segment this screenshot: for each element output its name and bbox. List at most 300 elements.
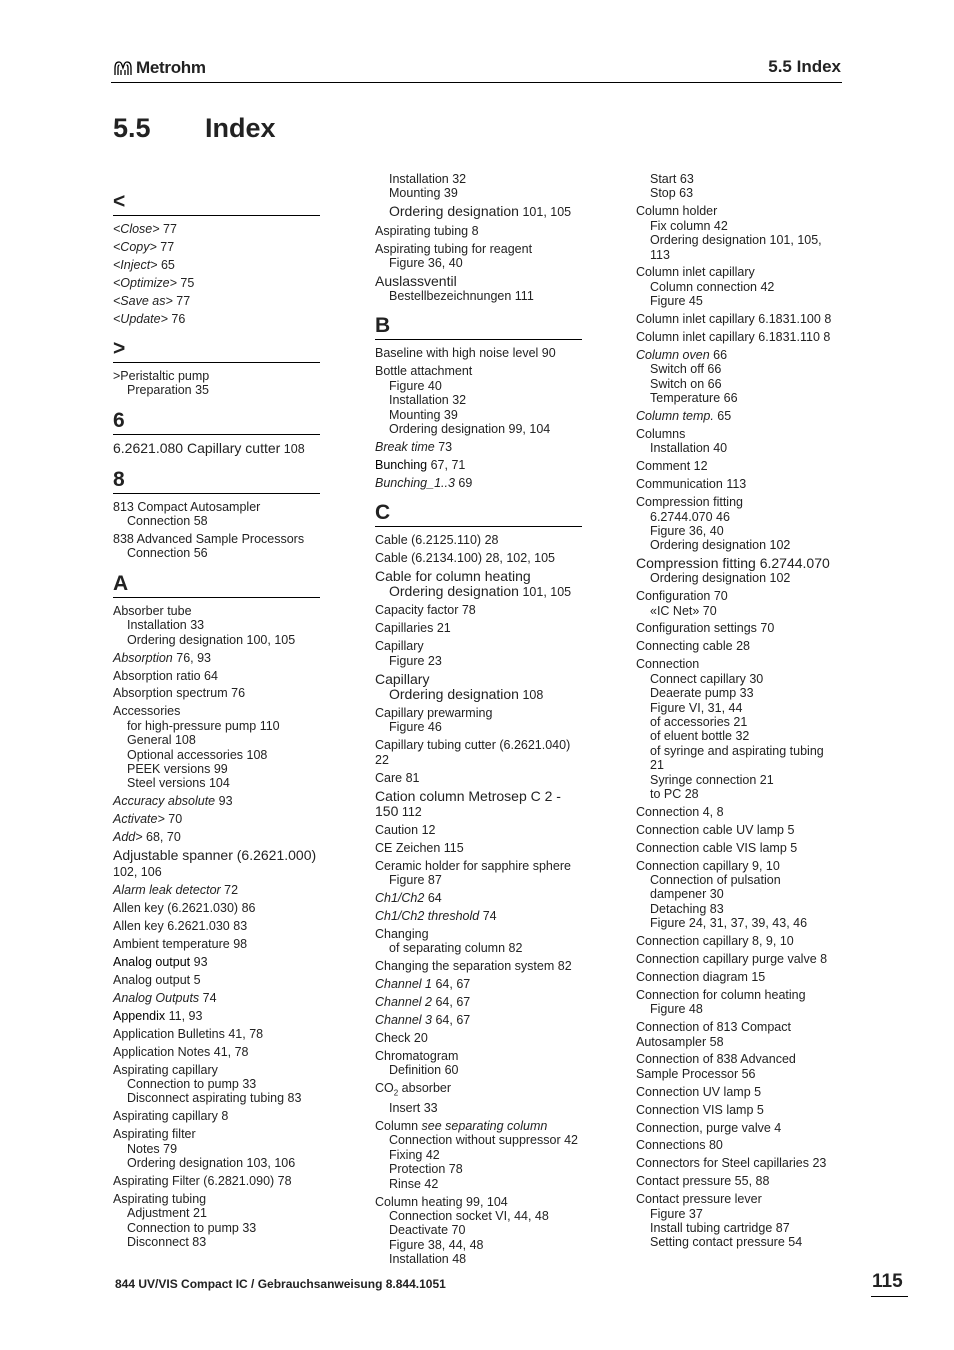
index-term bbox=[636, 1138, 838, 1152]
index-term-text: Contact pressure bbox=[636, 1174, 732, 1189]
index-term bbox=[636, 589, 838, 603]
index-subentry: Disconnect aspirating tubing 83 bbox=[127, 1091, 302, 1106]
index-term-text: Connection UV lamp bbox=[636, 1084, 751, 1099]
index-pages: 23 bbox=[809, 1156, 827, 1171]
index-pages: 4, 8 bbox=[699, 804, 724, 819]
index-entry bbox=[375, 621, 582, 635]
index-term-text: Column heating bbox=[375, 1194, 463, 1209]
index-subentry: Figure VI, 31, 44 bbox=[650, 700, 743, 715]
index-letter-heading: B bbox=[375, 315, 582, 340]
index-letter-heading: 6 bbox=[113, 410, 320, 435]
index-pages: 80 bbox=[705, 1138, 723, 1153]
section-number: 5.5 bbox=[113, 113, 151, 143]
index-subentry: Connection without suppressor 42 bbox=[389, 1133, 579, 1148]
index-entry bbox=[375, 859, 582, 888]
index-entry bbox=[113, 704, 320, 790]
index-term bbox=[636, 1156, 838, 1170]
index-letter-heading: 8 bbox=[113, 469, 320, 494]
index-term-text: Connections bbox=[636, 1138, 706, 1153]
index-term bbox=[636, 265, 838, 279]
index-subentry: Start 63 bbox=[650, 172, 694, 186]
index-subentry-text: Ordering designation bbox=[389, 582, 519, 599]
index-term-text: Ch1/Ch2 bbox=[375, 891, 425, 906]
index-pages: 8 bbox=[819, 330, 831, 345]
index-pages: 102, 106 bbox=[113, 864, 162, 879]
index-term bbox=[375, 1013, 582, 1027]
index-pages: 9, 10 bbox=[748, 858, 780, 873]
index-entry bbox=[113, 812, 320, 826]
index-pages: 101, 105 bbox=[518, 584, 572, 599]
brand-logo bbox=[113, 58, 206, 78]
index-term-text: Absorption bbox=[113, 650, 173, 665]
index-term-text: >Peristaltic pump bbox=[113, 368, 210, 383]
index-entry bbox=[636, 312, 838, 326]
index-term bbox=[113, 532, 320, 546]
index-term bbox=[636, 495, 838, 509]
index-term-text: Capillaries bbox=[375, 621, 434, 636]
index-term bbox=[375, 440, 582, 454]
index-entry bbox=[375, 738, 582, 767]
index-term bbox=[375, 859, 582, 873]
index-term-text: Cation column Metrosep C 2 - 150 bbox=[375, 787, 561, 819]
index-column-3 bbox=[636, 172, 838, 1253]
index-term-text: Connection cable UV lamp bbox=[636, 822, 784, 837]
index-term-text: Changing bbox=[375, 927, 429, 941]
index-entry bbox=[375, 959, 582, 973]
index-term bbox=[375, 706, 582, 720]
index-entry bbox=[113, 686, 320, 700]
index-pages: 4 bbox=[770, 1120, 782, 1135]
index-entry bbox=[375, 771, 582, 785]
index-entry bbox=[375, 274, 582, 303]
index-entry bbox=[636, 348, 838, 406]
index-term bbox=[375, 738, 582, 767]
index-subentry: Adjustment 21 bbox=[127, 1206, 207, 1221]
index-term bbox=[636, 988, 838, 1002]
index-pages: 64 bbox=[424, 891, 442, 906]
index-term bbox=[636, 1052, 838, 1081]
index-subentry-text: Ordering designation bbox=[389, 685, 519, 702]
index-subentry: Stop 63 bbox=[650, 186, 694, 201]
index-term bbox=[375, 927, 582, 941]
index-entry bbox=[636, 1085, 838, 1099]
index-term-text: Connectors for Steel capillaries bbox=[636, 1156, 809, 1171]
index-entry bbox=[375, 841, 582, 855]
index-pages: 98 bbox=[229, 937, 248, 952]
index-subentry: Fix column 42 bbox=[650, 218, 728, 233]
index-term-text: Caution bbox=[375, 823, 419, 838]
index-term-text: 813 Compact Autosampler bbox=[113, 499, 261, 514]
index-term bbox=[375, 533, 582, 547]
index-entry bbox=[636, 1192, 838, 1250]
index-term bbox=[636, 657, 838, 671]
index-term-text: Absorption spectrum bbox=[113, 686, 228, 701]
index-entry bbox=[375, 909, 582, 923]
index-term bbox=[375, 603, 582, 617]
index-pages: 58 bbox=[706, 1034, 724, 1049]
index-term-text: Connection cable VIS lamp bbox=[636, 840, 787, 855]
index-term-text: Connecting cable bbox=[636, 639, 733, 654]
index-subentry: Deactivate 70 bbox=[389, 1223, 466, 1238]
index-pages: 28 bbox=[732, 639, 750, 654]
index-entry bbox=[113, 848, 320, 880]
footer-doc-title: 844 UV/VIS Compact IC / Gebrauchsanweisung 8.844.1051 bbox=[115, 1277, 446, 1291]
index-entry bbox=[375, 823, 582, 837]
index-term bbox=[375, 995, 582, 1009]
index-subentry: Ordering designation 100, 105 bbox=[127, 632, 296, 647]
index-term-text: Connection, purge valve bbox=[636, 1120, 771, 1135]
index-term-text: Channel 3 bbox=[375, 1013, 432, 1028]
index-term bbox=[113, 794, 320, 808]
index-term-text: CE Zeichen bbox=[375, 840, 441, 855]
index-pages: 67, 71 bbox=[427, 457, 466, 472]
index-entry bbox=[113, 604, 320, 647]
index-term-text: Aspirating capillary bbox=[113, 1062, 218, 1077]
index-subentry: Installation 32 bbox=[389, 172, 467, 186]
index-subentry: Ordering designation 99, 104 bbox=[389, 421, 551, 436]
index-subentry bbox=[375, 687, 582, 703]
index-subentry: Installation 40 bbox=[650, 441, 728, 456]
index-term bbox=[375, 364, 582, 378]
index-entry bbox=[113, 312, 320, 326]
index-pages: 72 bbox=[220, 883, 239, 898]
index-pages: 64, 67 bbox=[432, 977, 471, 992]
index-term bbox=[375, 909, 582, 923]
index-term-text: Connection of 813 Compact Autosampler bbox=[636, 1020, 791, 1049]
index-entry bbox=[113, 258, 320, 272]
index-term-text: Channel 1 bbox=[375, 977, 432, 992]
index-pages: 70 bbox=[164, 812, 183, 827]
index-term bbox=[113, 1009, 320, 1023]
index-column-2 bbox=[375, 172, 582, 1270]
index-subentry: Figure 23 bbox=[389, 653, 442, 668]
index-term-text: Ch1/Ch2 threshold bbox=[375, 909, 480, 924]
index-term bbox=[375, 569, 582, 584]
index-entry bbox=[375, 242, 582, 271]
index-term bbox=[113, 901, 320, 915]
index-term bbox=[636, 409, 838, 423]
index-term-text: Column holder bbox=[636, 204, 718, 219]
index-pages: 66 bbox=[709, 347, 728, 362]
index-subentry: Connection socket VI, 44, 48 bbox=[389, 1208, 549, 1223]
index-entry bbox=[375, 927, 582, 956]
index-subentry: Ordering designation 102 bbox=[650, 571, 791, 586]
index-entry bbox=[375, 603, 582, 617]
index-subentry: Ordering designation 103, 106 bbox=[127, 1155, 296, 1170]
index-term bbox=[636, 1192, 838, 1206]
index-entry bbox=[375, 458, 582, 472]
index-entry bbox=[113, 1127, 320, 1170]
index-term-text: Connection bbox=[636, 804, 700, 819]
index-subentry-text: Ordering designation bbox=[389, 203, 519, 220]
index-subentry: Rinse 42 bbox=[389, 1176, 439, 1191]
index-term bbox=[113, 937, 320, 951]
index-term-text: Aspirating filter bbox=[113, 1127, 196, 1142]
index-entry bbox=[113, 901, 320, 915]
index-entry bbox=[636, 1020, 838, 1049]
index-term-text: Channel 2 bbox=[375, 995, 432, 1010]
index-term-text: Application Notes bbox=[113, 1044, 211, 1059]
index-pages: 108 bbox=[518, 687, 544, 702]
index-entry bbox=[113, 669, 320, 683]
index-entry bbox=[375, 476, 582, 490]
index-pages: 8 bbox=[820, 312, 832, 327]
index-term-text: Alarm leak detector bbox=[113, 883, 221, 898]
index-term-text: Allen key 6.2621.030 bbox=[113, 919, 230, 934]
brand-name: Metrohm bbox=[136, 58, 206, 77]
index-term-text: Cable (6.2134.100) bbox=[375, 551, 483, 565]
index-subentry: Installation 32 bbox=[389, 393, 467, 408]
index-subentry: Syringe connection 21 bbox=[650, 772, 774, 787]
index-term bbox=[636, 1103, 838, 1117]
index-term-text: Connection diagram bbox=[636, 969, 748, 984]
index-term-text: Connection capillary bbox=[636, 858, 749, 873]
index-term-text: Capillary bbox=[375, 670, 430, 687]
index-subentry: for high-pressure pump 110 bbox=[127, 718, 280, 733]
index-pages: 93 bbox=[190, 955, 208, 970]
index-term bbox=[113, 686, 320, 700]
index-term-text: Capillary tubing cutter (6.2621.040) bbox=[375, 738, 571, 753]
index-entry bbox=[113, 991, 320, 1005]
index-entry bbox=[636, 495, 838, 553]
index-term-text: Allen key (6.2621.030) bbox=[113, 901, 239, 916]
index-term-text: Connection capillary purge valve bbox=[636, 952, 817, 966]
index-subentry: Setting contact pressure 54 bbox=[650, 1235, 803, 1250]
metrohm-logo-icon bbox=[113, 59, 133, 77]
index-term bbox=[375, 823, 582, 837]
index-pages: 64, 67 bbox=[432, 1013, 471, 1028]
index-entry bbox=[375, 639, 582, 668]
index-term bbox=[375, 346, 582, 360]
index-term bbox=[636, 841, 838, 855]
index-pages: 5 bbox=[750, 1084, 762, 1099]
index-term bbox=[636, 934, 838, 948]
index-term-text: Bottle attachment bbox=[375, 364, 473, 379]
index-pages: 20 bbox=[410, 1030, 428, 1045]
index-term bbox=[375, 621, 582, 635]
index-subentry bbox=[375, 204, 582, 220]
index-term-text: Application Bulletins bbox=[113, 1026, 225, 1041]
index-subentry: of accessories 21 bbox=[650, 714, 748, 729]
index-entry bbox=[113, 500, 320, 529]
index-term bbox=[113, 955, 320, 969]
index-subentry: of separating column 82 bbox=[389, 941, 523, 956]
index-term-text: Analog output bbox=[113, 973, 191, 987]
index-term-text: Appendix bbox=[113, 1008, 166, 1023]
index-subentry: of syringe and aspirating tubing 21 bbox=[650, 743, 824, 773]
index-term-text: Connection capillary bbox=[636, 934, 749, 949]
index-term-text: 838 Advanced Sample Processors bbox=[113, 532, 305, 547]
index-pages: 41, 78 bbox=[224, 1026, 264, 1041]
index-subentry: Connection to pump 33 bbox=[127, 1220, 257, 1235]
index-entry bbox=[375, 224, 582, 238]
index-entry bbox=[113, 1045, 320, 1059]
index-term-text: Column oven bbox=[636, 347, 710, 362]
index-entry bbox=[113, 1009, 320, 1023]
index-term bbox=[375, 639, 582, 653]
index-subentry: Figure 38, 44, 48 bbox=[389, 1237, 484, 1252]
index-term-text: Configuration settings bbox=[636, 621, 757, 636]
index-term bbox=[375, 977, 582, 991]
index-pages: 113 bbox=[722, 477, 747, 492]
index-term-text: Analog Outputs bbox=[113, 990, 200, 1005]
index-pages: 81 bbox=[402, 770, 420, 785]
index-entry bbox=[113, 240, 320, 254]
index-term-text: Adjustable spanner (6.2621.000) bbox=[113, 846, 317, 863]
index-term-text: Auslassventil bbox=[375, 273, 457, 290]
index-term bbox=[375, 1031, 582, 1045]
index-entry bbox=[375, 1195, 582, 1267]
index-term-text: Column inlet capillary 6.1831.110 bbox=[636, 330, 820, 345]
index-subentry: Mounting 39 bbox=[389, 407, 458, 422]
index-term-text: Add> bbox=[113, 830, 143, 845]
index-term bbox=[636, 1020, 838, 1049]
index-pages: 8 bbox=[468, 223, 479, 238]
index-term: $CO_2$ absorber bbox=[375, 1081, 452, 1098]
index-subentry: Protection 78 bbox=[389, 1162, 463, 1177]
index-term bbox=[636, 859, 838, 873]
index-subentry: Ordering designation 102 bbox=[650, 538, 791, 553]
index-subentry: Bestellbezeichnungen 111 bbox=[389, 289, 534, 304]
index-term bbox=[636, 1121, 838, 1135]
index-subentry: Deaerate pump 33 bbox=[650, 686, 754, 701]
index-term-text: Connection of 838 Advanced Sample Processor bbox=[636, 1052, 796, 1081]
index-pages: 65 bbox=[157, 257, 175, 272]
page-title bbox=[113, 113, 276, 144]
index-term bbox=[113, 1063, 320, 1077]
index-term-text: Ceramic holder for sapphire sphere bbox=[375, 858, 571, 873]
index-entry bbox=[636, 1052, 838, 1081]
index-entry bbox=[113, 369, 320, 398]
index-term bbox=[375, 1195, 582, 1209]
index-letter-heading: > bbox=[113, 338, 320, 363]
index-term bbox=[113, 276, 320, 290]
index-term bbox=[113, 294, 320, 308]
index-subentry: General 108 bbox=[127, 733, 196, 748]
index-entry bbox=[636, 1103, 838, 1117]
index-term bbox=[375, 891, 582, 905]
index-entry bbox=[113, 441, 320, 457]
index-term-text: Contact pressure lever bbox=[636, 1192, 762, 1207]
index-pages: 21 bbox=[433, 621, 451, 636]
index-entry bbox=[375, 1119, 582, 1191]
index-pages: 70 bbox=[710, 589, 728, 604]
index-entry bbox=[375, 346, 582, 360]
index-entry bbox=[636, 556, 838, 585]
index-subentry: Installation 48 bbox=[389, 1252, 467, 1267]
index-subentry: Insert 33 bbox=[389, 1101, 438, 1116]
index-entry bbox=[636, 589, 838, 618]
index-subentry: Definition 60 bbox=[389, 1063, 459, 1078]
index-pages: 5 bbox=[753, 1102, 764, 1117]
index-entry bbox=[113, 1063, 320, 1106]
index-entry bbox=[375, 569, 582, 600]
index-pages: 101, 105 bbox=[518, 205, 572, 220]
index-pages: 83 bbox=[229, 919, 248, 934]
index-pages: 74 bbox=[479, 909, 497, 924]
index-entry bbox=[375, 533, 582, 547]
index-term-text: Check bbox=[375, 1030, 411, 1045]
index-term-text: <Optimize> bbox=[113, 275, 177, 290]
index-term-text: 6.2621.080 Capillary cutter bbox=[113, 439, 281, 456]
index-subentry: Connect capillary 30 bbox=[650, 671, 764, 686]
index-term-text: Accessories bbox=[113, 704, 181, 719]
index-term-text: Aspirating capillary bbox=[113, 1109, 218, 1124]
index-term bbox=[636, 427, 838, 441]
index-subentry: Figure 46 bbox=[389, 720, 442, 735]
page-number: 115 bbox=[872, 1271, 903, 1292]
index-entry bbox=[113, 794, 320, 808]
index-term-text: Baseline with high noise level bbox=[375, 346, 539, 361]
index-entry bbox=[375, 172, 582, 201]
index-subentry: Figure 87 bbox=[389, 873, 442, 888]
index-term-text: Ambient temperature bbox=[113, 937, 230, 952]
index-pages: 115 bbox=[440, 840, 464, 855]
index-pages: 11, 93 bbox=[165, 1008, 203, 1023]
index-subentry: «IC Net» 70 bbox=[650, 603, 717, 618]
index-term bbox=[113, 1192, 320, 1206]
index-term bbox=[375, 841, 582, 855]
index-pages: 86 bbox=[238, 901, 256, 916]
index-term bbox=[113, 441, 320, 457]
index-pages: 65 bbox=[713, 409, 732, 424]
index-term-text: Column temp. bbox=[636, 409, 714, 424]
index-entry bbox=[636, 970, 838, 984]
index-term-text: Activate> bbox=[113, 812, 165, 827]
index-term-text: Comment bbox=[636, 459, 691, 474]
subscript: 2 bbox=[393, 1088, 399, 1098]
index-entry bbox=[375, 706, 582, 735]
index-see-ref: see separating column bbox=[418, 1118, 548, 1133]
index-entry bbox=[636, 934, 838, 948]
index-term bbox=[113, 1109, 320, 1123]
index-term bbox=[375, 274, 582, 289]
index-entry bbox=[113, 973, 320, 987]
index-pages: 28 bbox=[481, 533, 499, 548]
index-entry bbox=[113, 1192, 320, 1250]
index-entry bbox=[113, 294, 320, 308]
index-entry bbox=[375, 672, 582, 703]
index-subentry: Installation 33 bbox=[127, 618, 205, 633]
index-term bbox=[113, 604, 320, 618]
index-term bbox=[636, 459, 838, 473]
index-term-text: Capacity factor bbox=[375, 603, 459, 618]
index-term-text: Care bbox=[375, 770, 403, 785]
index-term bbox=[636, 823, 838, 837]
index-subentry: to PC 28 bbox=[650, 786, 699, 801]
index-entry bbox=[636, 988, 838, 1017]
index-pages: 112 bbox=[398, 804, 422, 819]
index-term-text: Cable for column heating bbox=[375, 567, 531, 584]
index-subentry: Optional accessories 108 bbox=[127, 747, 268, 762]
index-term bbox=[636, 805, 838, 819]
index-pages: 93 bbox=[215, 794, 233, 809]
index-entry bbox=[375, 977, 582, 991]
index-letter-heading: < bbox=[113, 191, 320, 216]
index-subentry: Figure 40 bbox=[389, 378, 442, 393]
index-pages: 56 bbox=[738, 1066, 756, 1081]
index-subentry: Detaching 83 bbox=[650, 901, 724, 916]
index-term bbox=[113, 848, 320, 880]
index-pages: 76, 93 bbox=[172, 650, 211, 665]
index-term-text: Bunching bbox=[375, 457, 428, 472]
index-pages: 8 bbox=[816, 952, 828, 966]
index-subentry: Figure 24, 31, 37, 39, 43, 46 bbox=[650, 916, 808, 931]
index-entry bbox=[636, 427, 838, 456]
index-term-text: Columns bbox=[636, 427, 686, 441]
index-pages: 12 bbox=[418, 823, 436, 838]
index-term bbox=[636, 477, 838, 491]
